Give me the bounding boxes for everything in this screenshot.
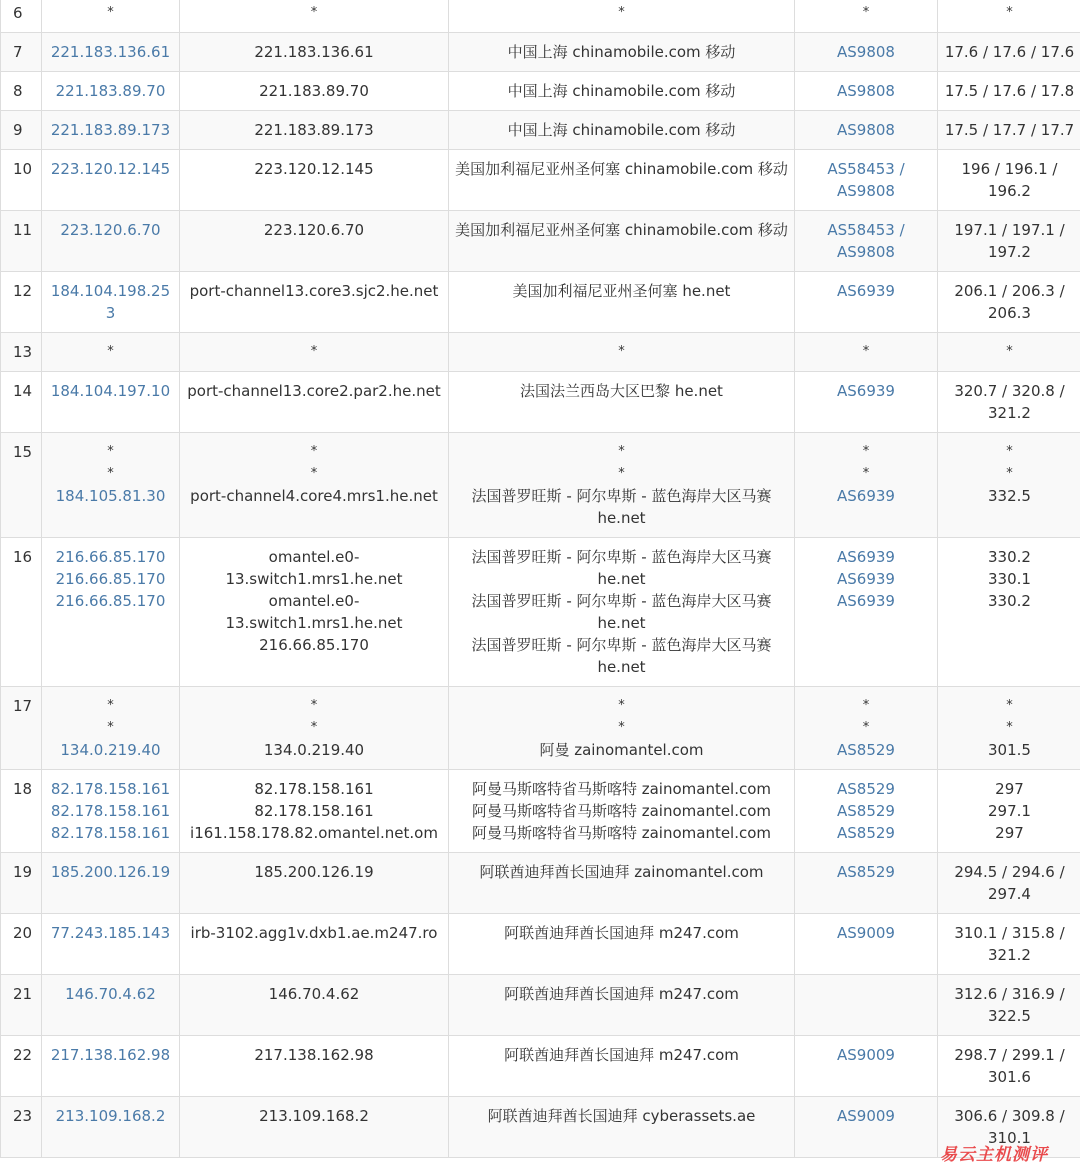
latency-text: 17.5 / 17.7 / 17.7: [944, 121, 1075, 139]
location-cell: [449, 538, 795, 687]
latency-cell: [938, 853, 1080, 914]
no-response-marker: *: [862, 344, 870, 359]
no-response-marker: *: [862, 5, 870, 20]
no-response-marker: *: [1006, 466, 1013, 481]
ip-link[interactable]: 146.70.4.62: [65, 985, 156, 1003]
latency-text: 294.5 / 294.6 / 297.4: [954, 863, 1065, 903]
asn-cell: [795, 538, 938, 687]
hop-number: 23: [1, 1097, 42, 1158]
hop-number: 22: [1, 1036, 42, 1097]
location-cell: [449, 0, 795, 33]
latency-text: 297.1: [988, 802, 1031, 820]
table-row: [1, 853, 1080, 914]
latency-text: 17.6 / 17.6 / 17.6: [944, 43, 1075, 61]
ip-cell: [42, 33, 180, 72]
latency-cell: [938, 914, 1080, 975]
hostname-cell: [180, 211, 449, 272]
latency-cell: [938, 33, 1080, 72]
ip-link[interactable]: 184.104.198.253: [50, 282, 171, 322]
asn-cell: [795, 211, 938, 272]
no-response-marker: *: [1006, 698, 1013, 713]
table-row: [1, 211, 1080, 272]
no-response-marker: *: [107, 444, 114, 459]
location-text: 阿曼马斯喀特省马斯喀特 zainomantel.com: [471, 802, 772, 820]
hostname-text: 146.70.4.62: [268, 985, 360, 1003]
ip-link[interactable]: 217.138.162.98: [50, 1046, 171, 1064]
asn-cell: [795, 853, 938, 914]
asn-cell: [795, 272, 938, 333]
latency-text: 306.6 / 309.8 / 310.1: [954, 1107, 1065, 1147]
hostname-text: 221.183.89.173: [254, 121, 374, 139]
asn-cell: [795, 0, 938, 33]
ip-cell: [42, 211, 180, 272]
location-cell: [449, 150, 795, 211]
asn-cell: [795, 33, 938, 72]
hostname-cell: [180, 433, 449, 538]
hostname-cell: [180, 0, 449, 33]
location-cell: [449, 975, 795, 1036]
no-response-marker: *: [618, 466, 625, 481]
hop-number: 14: [1, 372, 42, 433]
location-cell: [449, 1097, 795, 1158]
location-text: 美国加利福尼亚州圣何塞 he.net: [512, 282, 731, 300]
latency-cell: [938, 538, 1080, 687]
asn-link[interactable]: AS6939: [837, 548, 895, 566]
latency-text: 330.1: [988, 570, 1031, 588]
hop-number: 13: [1, 333, 42, 372]
ip-cell: [42, 1036, 180, 1097]
location-cell: [449, 72, 795, 111]
ip-link[interactable]: 184.104.197.10: [50, 382, 171, 400]
asn-cell: [795, 687, 938, 770]
no-response-marker: *: [310, 698, 318, 713]
hop-number: 12: [1, 272, 42, 333]
hostname-cell: [180, 914, 449, 975]
table-row: [1, 1036, 1080, 1097]
latency-text: 197.1 / 197.1 / 197.2: [954, 221, 1065, 261]
location-text: 法国普罗旺斯 - 阿尔卑斯 - 蓝色海岸大区马赛 he.net: [471, 592, 772, 632]
asn-link[interactable]: AS9009: [837, 924, 895, 942]
latency-cell: [938, 272, 1080, 333]
hostname-text: 216.66.85.170: [259, 636, 369, 654]
latency-cell: [938, 770, 1080, 853]
location-text: 中国上海 chinamobile.com 移动: [507, 43, 736, 61]
location-cell: [449, 914, 795, 975]
latency-cell: [938, 0, 1080, 33]
location-text: 阿联酋迪拜酋长国迪拜 m247.com: [504, 1046, 739, 1064]
ip-cell: [42, 687, 180, 770]
ip-link[interactable]: 216.66.85.170: [55, 570, 166, 588]
ip-link[interactable]: 221.183.136.61: [50, 43, 171, 61]
table-row: [1, 111, 1080, 150]
ip-link[interactable]: 213.109.168.2: [55, 1107, 166, 1125]
ip-link[interactable]: 223.120.12.145: [50, 160, 171, 178]
ip-cell: [42, 111, 180, 150]
table-row: [1, 1097, 1080, 1158]
no-response-marker: *: [618, 720, 625, 735]
asn-cell: [795, 333, 938, 372]
hop-number: 8: [1, 72, 42, 111]
hostname-text: 223.120.6.70: [263, 221, 365, 239]
location-cell: [449, 33, 795, 72]
no-response-marker: *: [618, 344, 625, 359]
latency-cell: [938, 211, 1080, 272]
latency-cell: [938, 150, 1080, 211]
no-response-marker: *: [618, 5, 625, 20]
location-text: 中国上海 chinamobile.com 移动: [507, 121, 736, 139]
latency-text: 332.5: [988, 487, 1031, 505]
no-response-marker: *: [107, 720, 114, 735]
hostname-text: 221.183.89.70: [259, 82, 369, 100]
ip-link[interactable]: 221.183.89.70: [55, 82, 166, 100]
asn-link[interactable]: AS8529: [837, 780, 895, 798]
latency-cell: [938, 687, 1080, 770]
latency-cell: [938, 975, 1080, 1036]
asn-link[interactable]: AS9808: [837, 43, 895, 61]
ip-cell: [42, 853, 180, 914]
no-response-marker: *: [310, 466, 318, 481]
hop-number: 7: [1, 33, 42, 72]
location-cell: [449, 272, 795, 333]
hop-number: 17: [1, 687, 42, 770]
asn-cell: [795, 111, 938, 150]
hostname-cell: [180, 687, 449, 770]
ip-cell: [42, 372, 180, 433]
hop-number: 19: [1, 853, 42, 914]
ip-cell: [42, 770, 180, 853]
hostname-cell: [180, 372, 449, 433]
no-response-marker: *: [618, 698, 625, 713]
hostname-cell: [180, 1036, 449, 1097]
ip-link[interactable]: 185.200.126.19: [50, 863, 171, 881]
ip-link[interactable]: 223.120.6.70: [60, 221, 161, 239]
table-row: [1, 914, 1080, 975]
latency-cell: [938, 1036, 1080, 1097]
no-response-marker: *: [1006, 5, 1013, 20]
asn-cell: [795, 150, 938, 211]
ip-cell: [42, 433, 180, 538]
ip-cell: [42, 333, 180, 372]
location-text: 法国普罗旺斯 - 阿尔卑斯 - 蓝色海岸大区马赛 he.net: [471, 548, 772, 588]
asn-cell: [795, 72, 938, 111]
hostname-text: port-channel13.core3.sjc2.he.net: [189, 282, 439, 300]
ip-cell: [42, 914, 180, 975]
location-cell: [449, 433, 795, 538]
no-response-marker: *: [862, 466, 870, 481]
asn-link[interactable]: AS6939: [837, 382, 895, 400]
ip-cell: [42, 0, 180, 33]
latency-cell: [938, 433, 1080, 538]
hostname-text: port-channel4.core4.mrs1.he.net: [190, 487, 438, 505]
ip-cell: [42, 1097, 180, 1158]
hostname-cell: [180, 272, 449, 333]
asn-link[interactable]: AS58453 /: [827, 221, 905, 239]
location-text: 阿曼马斯喀特省马斯喀特 zainomantel.com: [471, 780, 772, 798]
hop-number: 11: [1, 211, 42, 272]
asn-cell: [795, 372, 938, 433]
no-response-marker: *: [310, 720, 318, 735]
asn-link[interactable]: AS6939: [837, 282, 895, 300]
asn-cell: [795, 1036, 938, 1097]
no-response-marker: *: [310, 5, 318, 20]
ip-cell: [42, 538, 180, 687]
hop-number: 6: [1, 0, 42, 33]
table-row: [1, 333, 1080, 372]
hostname-text: 217.138.162.98: [254, 1046, 374, 1064]
asn-link[interactable]: AS6939: [837, 570, 895, 588]
latency-cell: [938, 333, 1080, 372]
asn-cell: [795, 433, 938, 538]
latency-text: 297: [995, 780, 1024, 798]
hop-number: 15: [1, 433, 42, 538]
ip-link[interactable]: 82.178.158.161: [50, 780, 171, 798]
no-response-marker: *: [862, 720, 870, 735]
hostname-text: omantel.e0-13.switch1.mrs1.he.net: [225, 548, 403, 588]
location-text: 美国加利福尼亚州圣何塞 chinamobile.com 移动: [455, 160, 788, 178]
location-text: 法国普罗旺斯 - 阿尔卑斯 - 蓝色海岸大区马赛 he.net: [471, 487, 772, 527]
no-response-marker: *: [1006, 444, 1013, 459]
latency-text: 330.2: [988, 548, 1031, 566]
hostname-cell: [180, 72, 449, 111]
hostname-cell: [180, 33, 449, 72]
table-row: [1, 0, 1080, 33]
ip-link[interactable]: 184.105.81.30: [55, 487, 166, 505]
asn-link[interactable]: AS6939: [837, 487, 895, 505]
asn-cell: [795, 914, 938, 975]
hop-number: 9: [1, 111, 42, 150]
location-cell: [449, 111, 795, 150]
hostname-cell: [180, 853, 449, 914]
asn-link[interactable]: AS9808: [837, 182, 895, 200]
hostname-text: omantel.e0-13.switch1.mrs1.he.net: [225, 592, 403, 632]
no-response-marker: *: [862, 444, 870, 459]
location-cell: [449, 687, 795, 770]
asn-link[interactable]: AS8529: [837, 741, 895, 759]
latency-cell: [938, 72, 1080, 111]
latency-text: 312.6 / 316.9 / 322.5: [954, 985, 1065, 1025]
table-row: [1, 538, 1080, 687]
no-response-marker: *: [310, 444, 318, 459]
latency-cell: [938, 372, 1080, 433]
asn-link[interactable]: AS6939: [837, 592, 895, 610]
hostname-cell: [180, 333, 449, 372]
hostname-cell: [180, 975, 449, 1036]
hostname-text: 223.120.12.145: [254, 160, 374, 178]
latency-text: 297: [995, 824, 1024, 842]
ip-link[interactable]: 216.66.85.170: [55, 592, 166, 610]
hostname-cell: [180, 770, 449, 853]
no-response-marker: *: [107, 466, 114, 481]
ip-cell: [42, 72, 180, 111]
no-response-marker: *: [618, 444, 625, 459]
table-row: [1, 975, 1080, 1036]
table-row: [1, 150, 1080, 211]
hostname-text: irb-3102.agg1v.dxb1.ae.m247.ro: [190, 924, 438, 942]
ip-link[interactable]: 82.178.158.161: [50, 802, 171, 820]
asn-link[interactable]: AS58453 /: [827, 160, 905, 178]
hop-number: 18: [1, 770, 42, 853]
ip-link[interactable]: 134.0.219.40: [60, 741, 161, 759]
asn-cell: [795, 770, 938, 853]
asn-link[interactable]: AS9808: [837, 121, 895, 139]
location-text: 美国加利福尼亚州圣何塞 chinamobile.com 移动: [455, 221, 788, 239]
ip-link[interactable]: 221.183.89.173: [50, 121, 171, 139]
asn-link[interactable]: AS8529: [837, 802, 895, 820]
table-row: [1, 770, 1080, 853]
location-text: 中国上海 chinamobile.com 移动: [507, 82, 736, 100]
location-cell: [449, 1036, 795, 1097]
location-text: 阿曼马斯喀特省马斯喀特 zainomantel.com: [471, 824, 772, 842]
asn-link[interactable]: AS9808: [837, 243, 895, 261]
table-row: [1, 33, 1080, 72]
location-text: 阿联酋迪拜酋长国迪拜 cyberassets.ae: [487, 1107, 756, 1125]
location-text: 法国普罗旺斯 - 阿尔卑斯 - 蓝色海岸大区马赛 he.net: [471, 636, 772, 676]
latency-text: 206.1 / 206.3 / 206.3: [954, 282, 1065, 322]
latency-text: 301.5: [988, 741, 1031, 759]
hostname-text: 221.183.136.61: [254, 43, 374, 61]
no-response-marker: *: [1006, 344, 1013, 359]
hostname-text: 82.178.158.161: [254, 802, 374, 820]
asn-link[interactable]: AS8529: [837, 863, 895, 881]
no-response-marker: *: [107, 344, 114, 359]
hop-number: 10: [1, 150, 42, 211]
location-text: 阿曼 zainomantel.com: [539, 741, 704, 759]
hostname-text: i161.158.178.82.omantel.net.om: [190, 824, 438, 842]
location-cell: [449, 770, 795, 853]
location-cell: [449, 211, 795, 272]
table-row: [1, 272, 1080, 333]
latency-text: 320.7 / 320.8 / 321.2: [954, 382, 1065, 422]
no-response-marker: *: [310, 344, 318, 359]
no-response-marker: *: [862, 698, 870, 713]
latency-text: 196 / 196.1 / 196.2: [961, 160, 1058, 200]
ip-link[interactable]: 77.243.185.143: [50, 924, 171, 942]
location-cell: [449, 853, 795, 914]
table-row: [1, 372, 1080, 433]
latency-text: 298.7 / 299.1 / 301.6: [954, 1046, 1065, 1086]
ip-cell: [42, 975, 180, 1036]
table-row: [1, 72, 1080, 111]
latency-text: 310.1 / 315.8 / 321.2: [954, 924, 1065, 964]
asn-link[interactable]: AS9808: [837, 82, 895, 100]
location-text: 阿联酋迪拜酋长国迪拜 m247.com: [504, 924, 739, 942]
hostname-text: port-channel13.core2.par2.he.net: [187, 382, 441, 400]
location-cell: [449, 372, 795, 433]
latency-text: 330.2: [988, 592, 1031, 610]
hop-number: 21: [1, 975, 42, 1036]
no-response-marker: *: [107, 5, 114, 20]
hop-number: 16: [1, 538, 42, 687]
latency-cell: [938, 111, 1080, 150]
hostname-text: 134.0.219.40: [263, 741, 365, 759]
asn-link[interactable]: AS9009: [837, 1107, 895, 1125]
hostname-text: 213.109.168.2: [259, 1107, 369, 1125]
table-row: [1, 687, 1080, 770]
ip-cell: [42, 150, 180, 211]
location-text: 阿联酋迪拜酋长国迪拜 zainomantel.com: [479, 863, 764, 881]
ip-link[interactable]: 82.178.158.161: [50, 824, 171, 842]
no-response-marker: *: [1006, 720, 1013, 735]
asn-cell: [795, 1097, 938, 1158]
table-row: [1, 433, 1080, 538]
hostname-text: 185.200.126.19: [254, 863, 374, 881]
latency-cell: [938, 1097, 1080, 1158]
hostname-cell: [180, 111, 449, 150]
asn-link[interactable]: AS8529: [837, 824, 895, 842]
latency-text: 17.5 / 17.6 / 17.8: [944, 82, 1075, 100]
ip-link[interactable]: 216.66.85.170: [55, 548, 166, 566]
location-cell: [449, 333, 795, 372]
location-text: 阿联酋迪拜酋长国迪拜 m247.com: [504, 985, 739, 1003]
hostname-cell: [180, 538, 449, 687]
traceroute-table-body: [1, 0, 1080, 1158]
watermark-text: 易云主机测评: [940, 1145, 1048, 1165]
asn-link[interactable]: AS9009: [837, 1046, 895, 1064]
hostname-text: 82.178.158.161: [254, 780, 374, 798]
no-response-marker: *: [107, 698, 114, 713]
hop-number: 20: [1, 914, 42, 975]
ip-cell: [42, 272, 180, 333]
hostname-cell: [180, 150, 449, 211]
hostname-cell: [180, 1097, 449, 1158]
asn-cell: [795, 975, 938, 1036]
location-text: 法国法兰西岛大区巴黎 he.net: [520, 382, 723, 400]
